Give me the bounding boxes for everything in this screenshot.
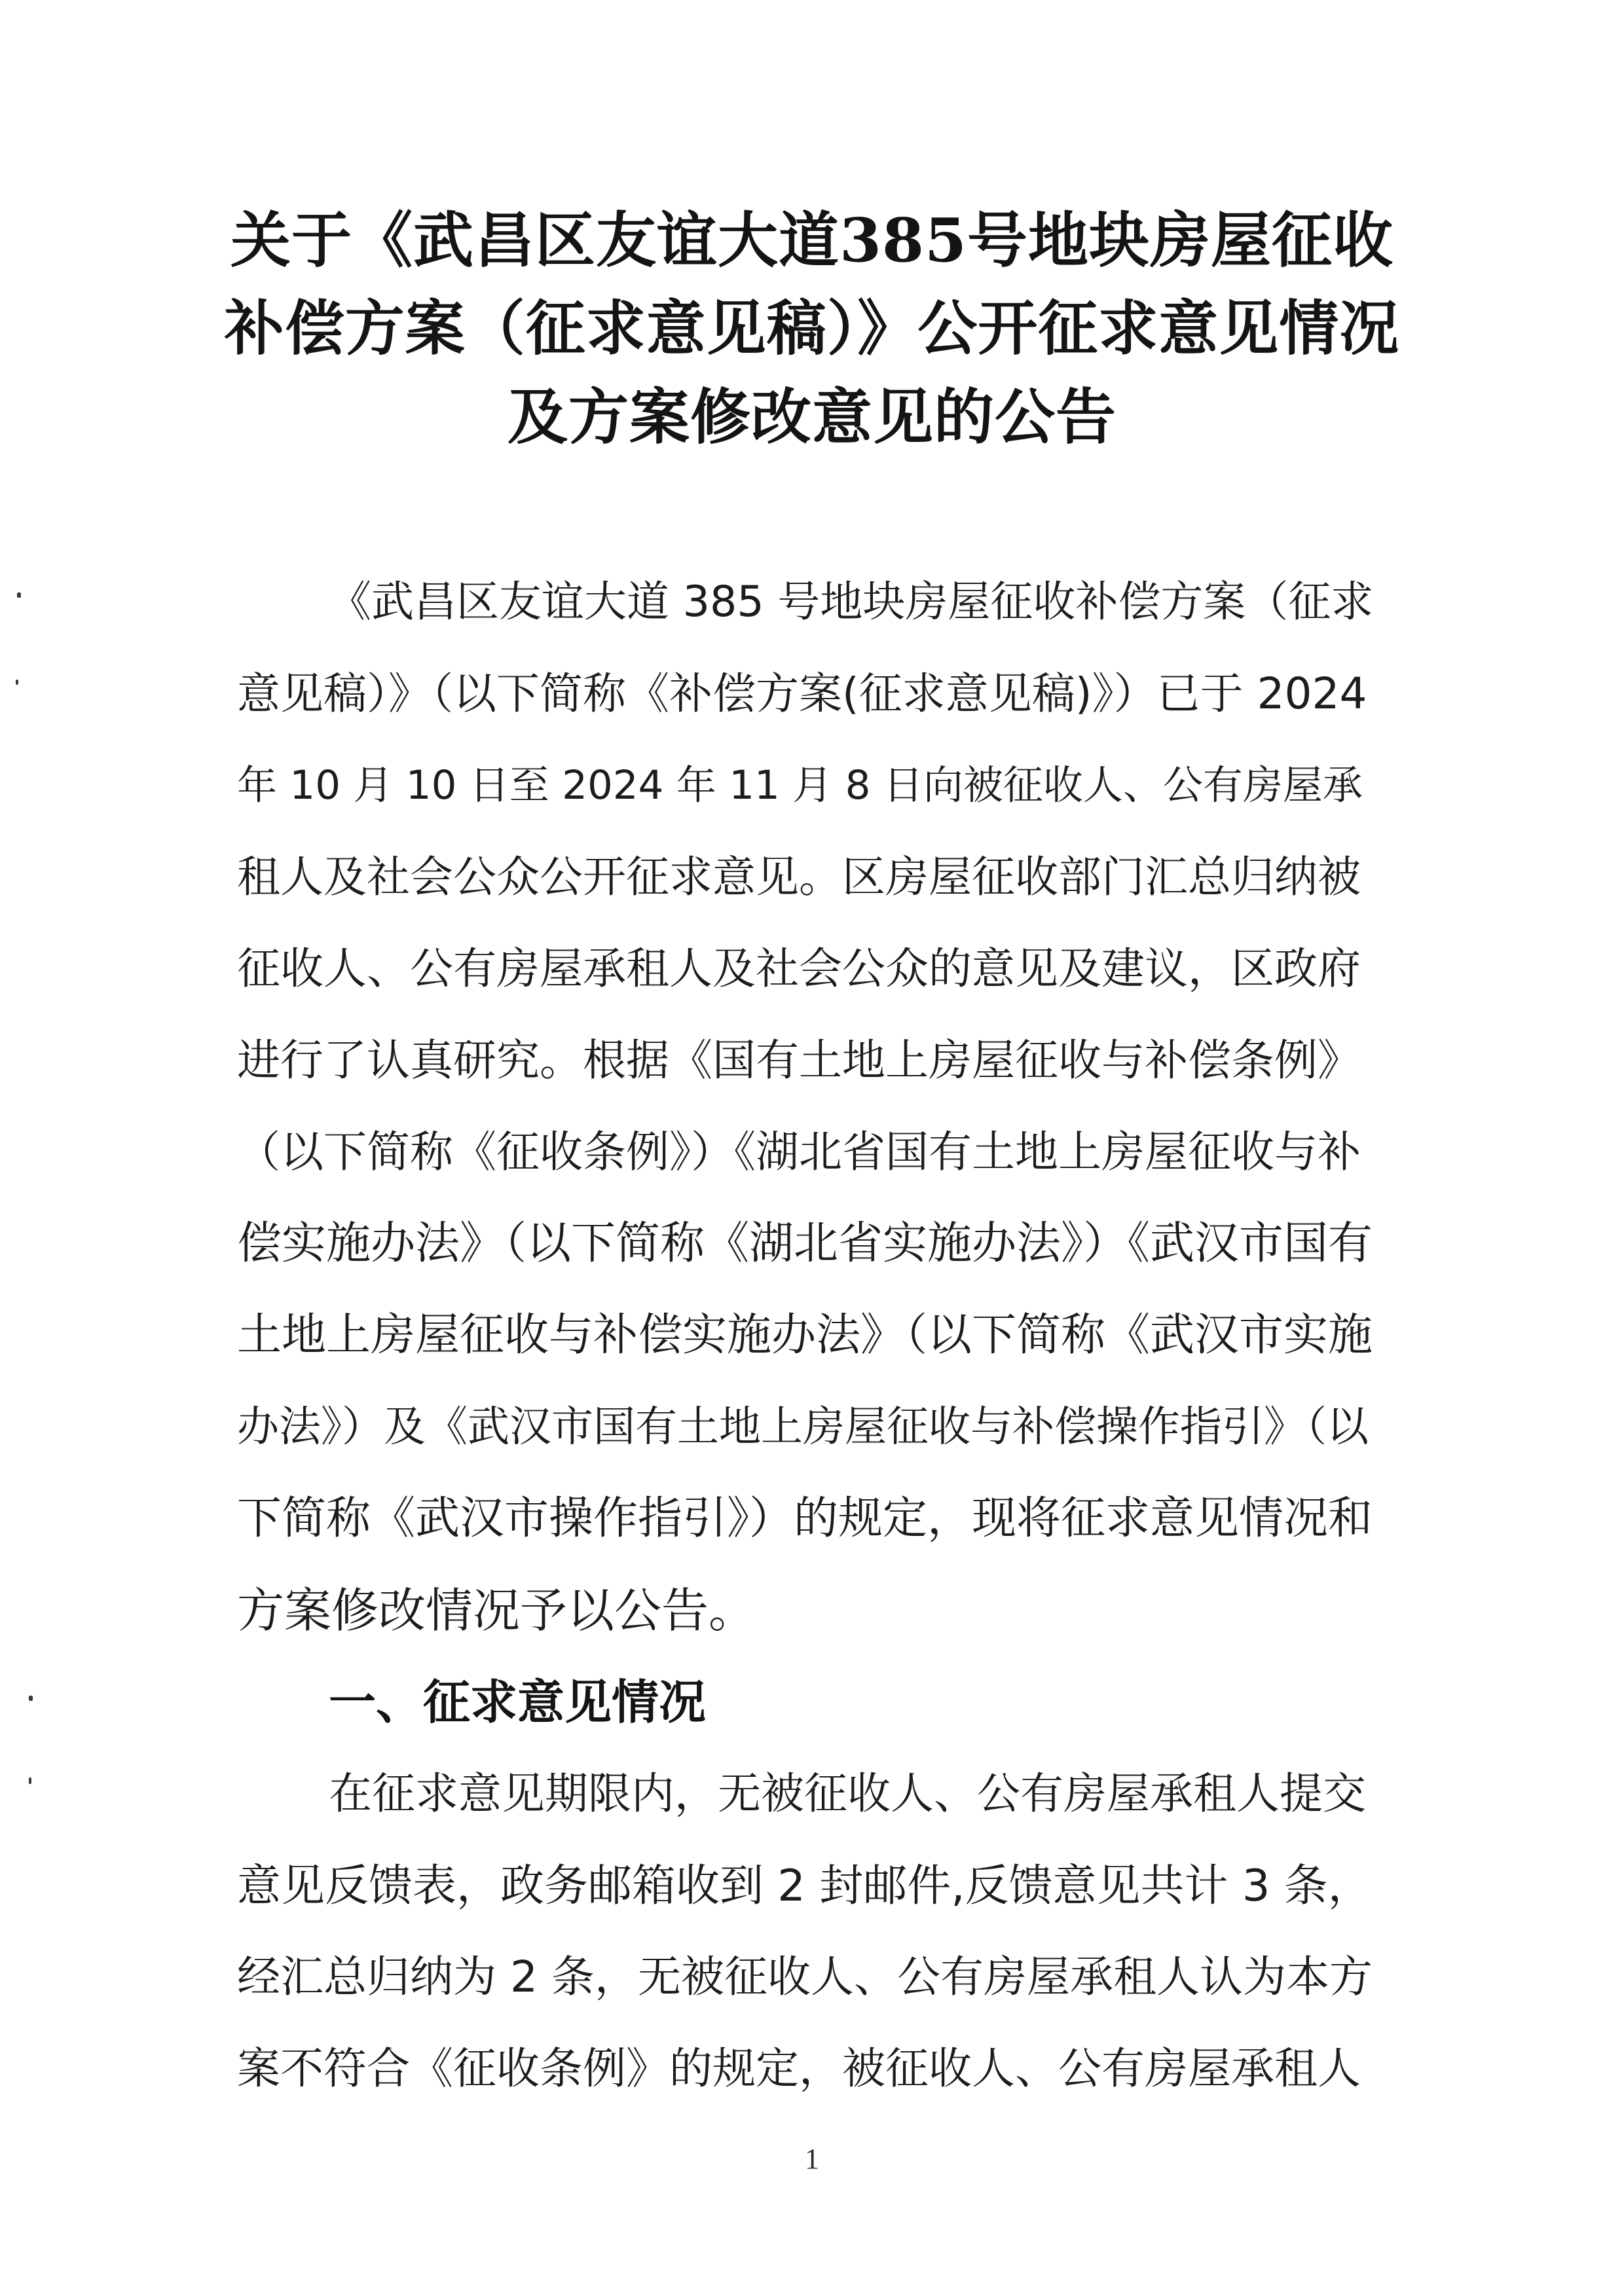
section-line: 经汇总归纳为 2 条，无被征收人、公有房屋承租人认为本方 [237, 1952, 1373, 2002]
intro-line: 进行了认真研究。根据《国有土地上房屋征收与补偿条例》 [237, 1035, 1361, 1085]
binding-mark [29, 1777, 31, 1784]
binding-mark [16, 680, 18, 685]
intro-line: 租人及社会公众公开征求意见。区房屋征收部门汇总归纳被 [237, 852, 1361, 902]
intro-line: 《武昌区友谊大道 385 号地块房屋征收补偿方案（征求 [329, 577, 1374, 627]
section-heading: 一、征求意见情况 [329, 1675, 707, 1730]
title-line: 关于《武昌区友谊大道385号地块房屋征收 [230, 205, 1394, 276]
intro-line: 方案修改情况予以公告。 [237, 1583, 756, 1638]
title-line: 及方案修改意见的公告 [507, 382, 1116, 452]
intro-line: 下简称《武汉市操作指引》）的规定，现将征求意见情况和 [237, 1493, 1373, 1544]
section-line: 意见反馈表，政务邮箱收到 2 封邮件,反馈意见共计 3 条， [237, 1860, 1372, 1911]
title-line: 补偿方案（征求意见稿）》公开征求意见情况 [224, 294, 1400, 363]
binding-mark [17, 592, 21, 598]
intro-line: 征收人、公有房屋承租人及社会公众的意见及建议，区政府 [237, 943, 1361, 994]
section-line: 案不符合《征收条例》的规定，被征收人、公有房屋承租人 [237, 2043, 1361, 2094]
page-number: 1 [805, 2143, 819, 2175]
intro-line: （以下简称《征收条例》）《湖北省国有土地上房屋征收与补 [237, 1127, 1361, 1177]
section-line: 在征求意见期限内，无被征收人、公有房屋承租人提交 [329, 1768, 1366, 1819]
intro-line: 年 10 月 10 日至 2024 年 11 月 8 日向被征收人、公有房屋承 [237, 762, 1363, 809]
binding-mark [29, 1696, 33, 1701]
intro-line: 办法》）及《武汉市国有土地上房屋征收与补偿操作指引》（以 [237, 1403, 1369, 1451]
intro-line: 土地上房屋征收与补偿实施办法》（以下简称《武汉市实施 [237, 1309, 1373, 1361]
intro-line: 意见稿）》（以下简称《补偿方案(征求意见稿)》）已于 2024 [237, 668, 1367, 719]
intro-line: 偿实施办法》（以下简称《湖北省实施办法》）《武汉市国有 [237, 1218, 1373, 1269]
document-title [223, 196, 1401, 462]
